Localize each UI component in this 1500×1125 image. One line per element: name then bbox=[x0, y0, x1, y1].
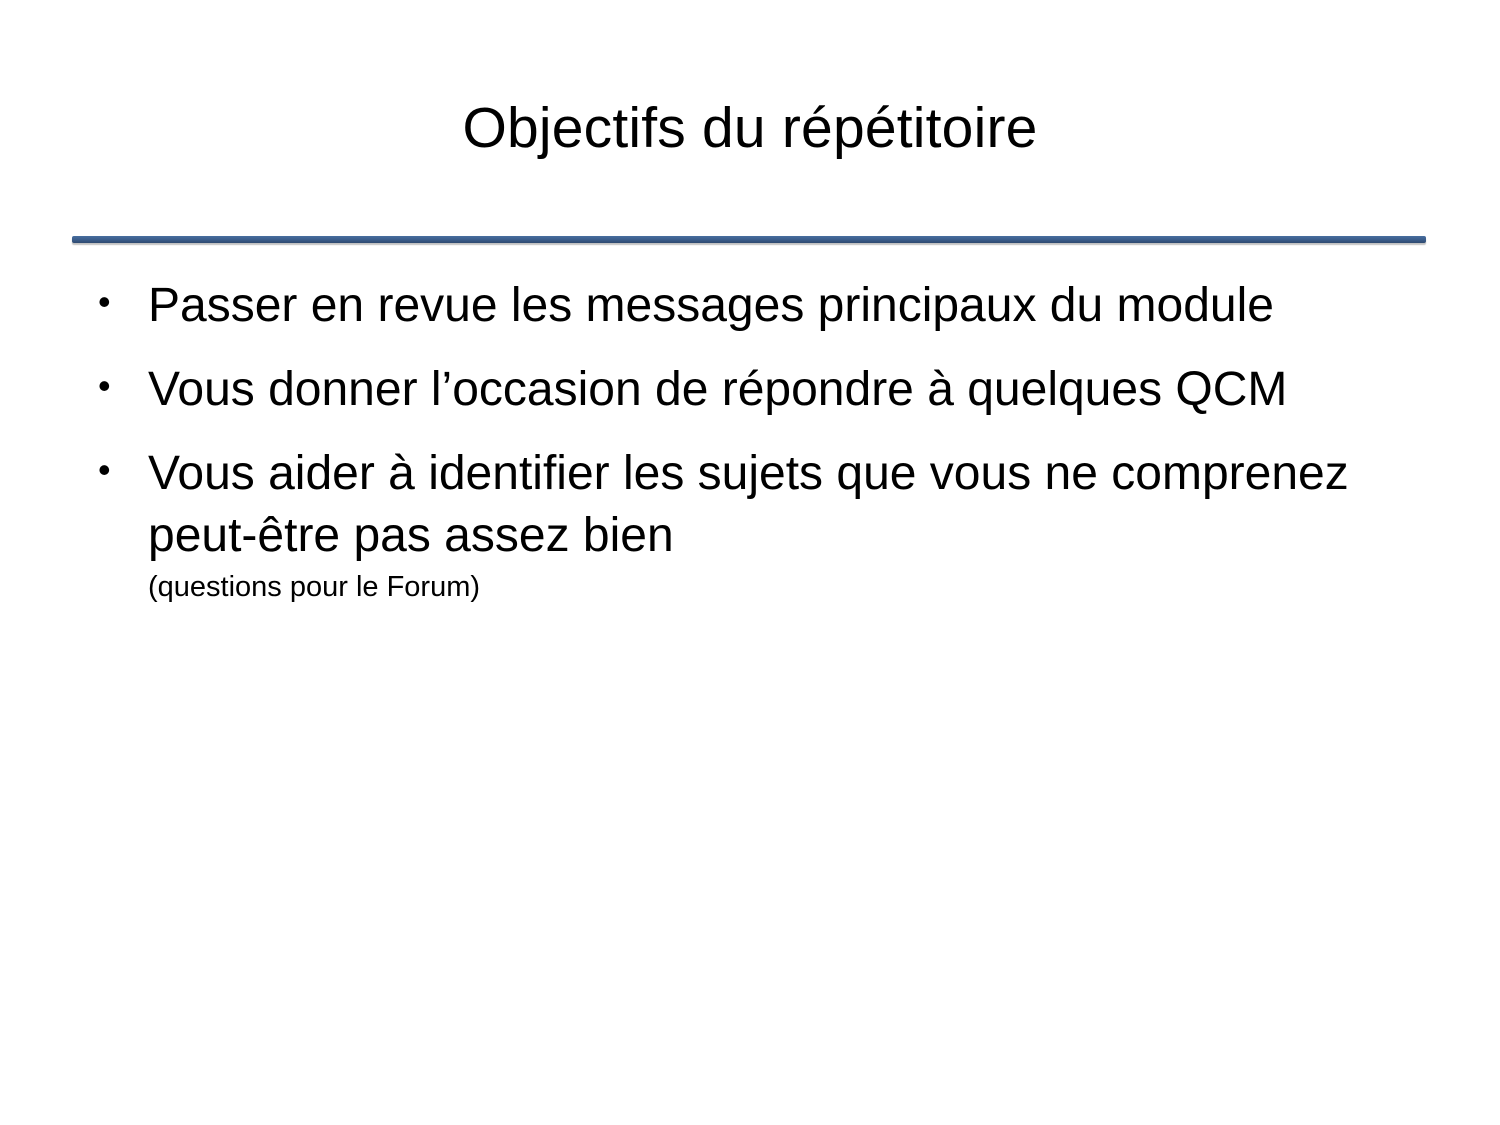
list-item bbox=[88, 359, 1428, 421]
bullet-list bbox=[88, 275, 1428, 627]
list-item-text: Vous donner l’occasion de répondre à quelques QCM bbox=[148, 362, 1288, 416]
title-divider bbox=[72, 236, 1426, 243]
list-item-text: Vous aider à identifier les sujets que vous ne comprenez peut-être pas assez bien bbox=[148, 446, 1349, 562]
list-item-subnote: (questions pour le Forum) bbox=[148, 570, 481, 603]
list-item bbox=[88, 443, 1428, 605]
list-item-text: Passer en revue les messages principaux du module bbox=[148, 279, 1274, 332]
page-title: Objectifs du répétitoire bbox=[462, 96, 1038, 160]
list-item bbox=[88, 275, 1428, 337]
